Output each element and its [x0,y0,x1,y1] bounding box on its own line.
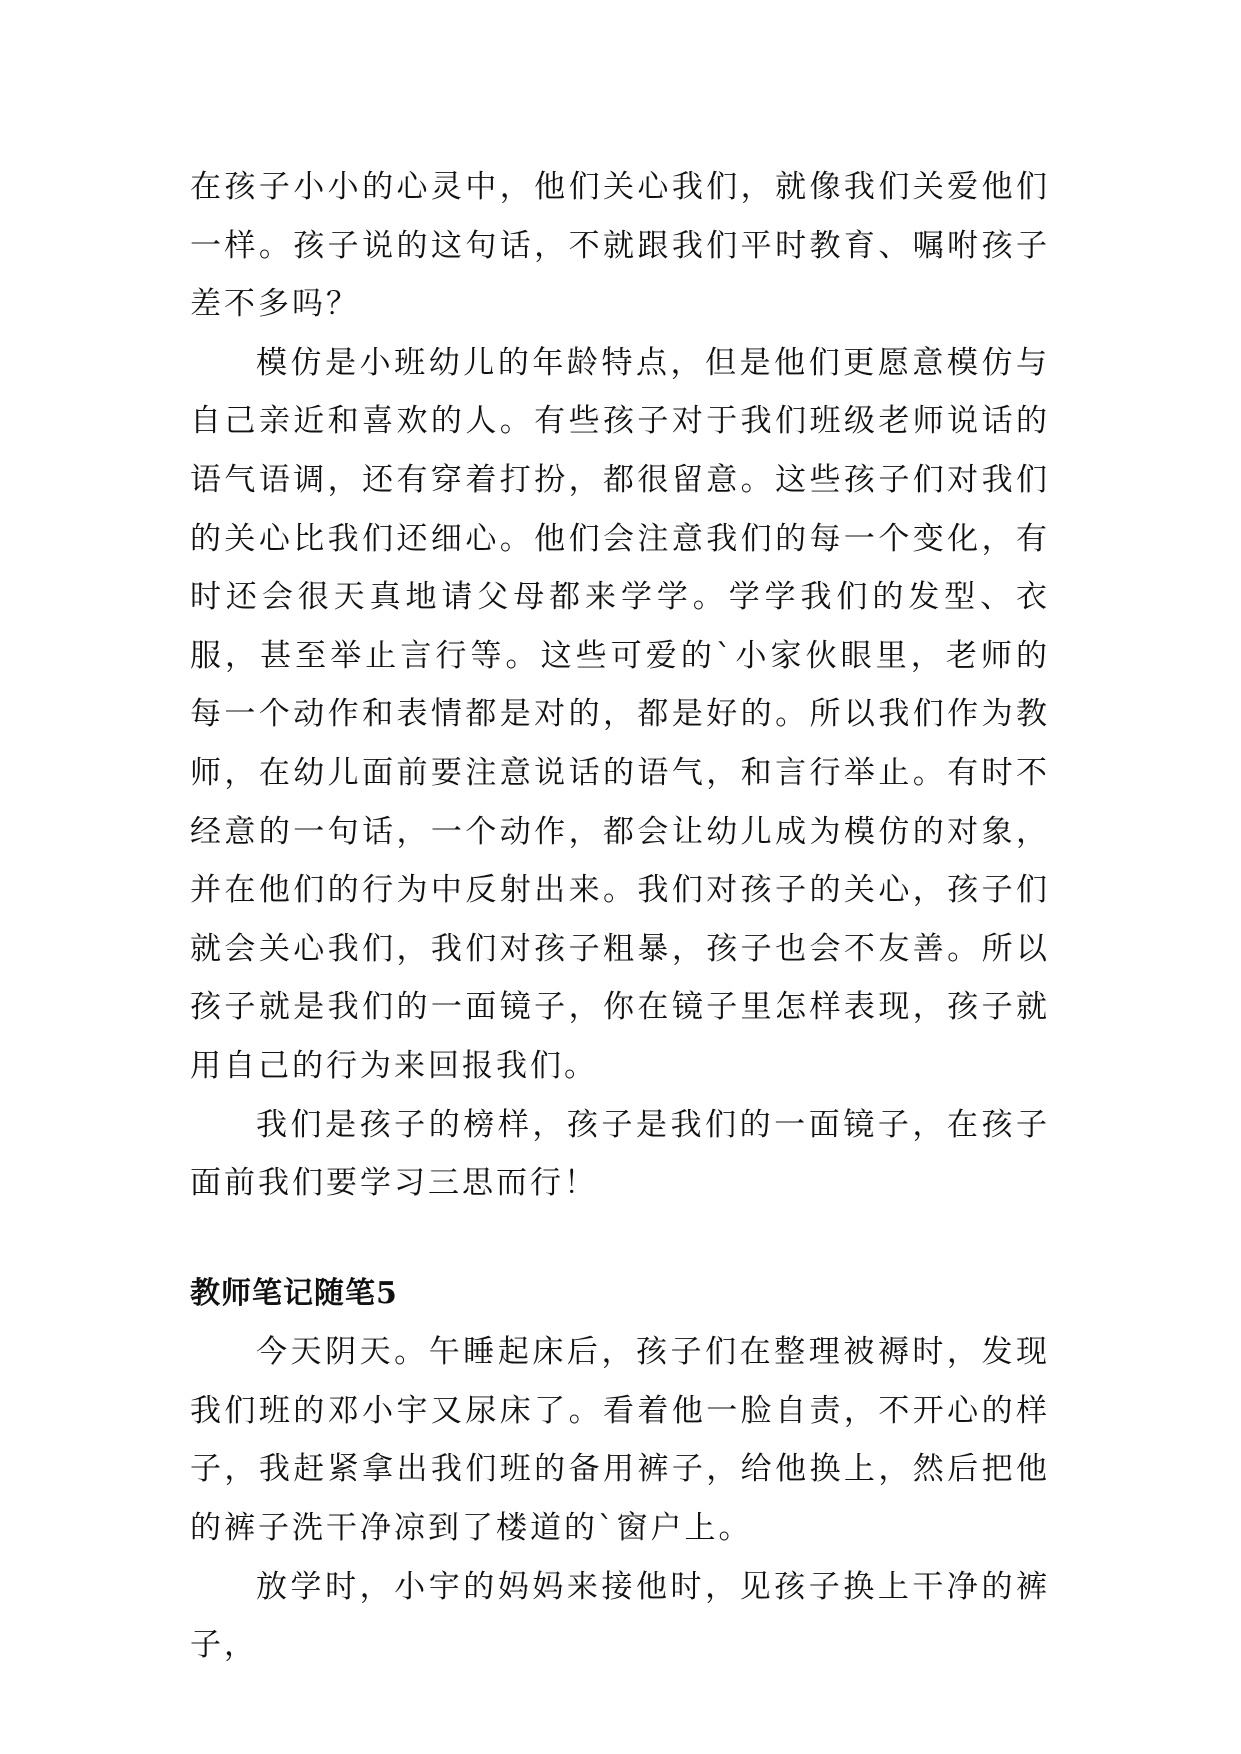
document-body [190,158,1050,1675]
paragraph-after-school: 放学时，小宇的妈妈来接他时，见孩子换上干净的裤子， [190,1568,1050,1664]
paragraph-cloudy-day: 今天阴天。午睡起床后，孩子们在整理被褥时，发现我们班的邓小宇又尿床了。看着他一脸自责，不开心的样子，我赶紧拿出我们班的备用裤子，给他换上，然后把他的裤子洗干净凉到了楼道的`窗户上。 [190,1334,1050,1547]
paragraph-intro: 在孩子小小的心灵中，他们关心我们，就像我们关爱他们一样。孩子说的这句话，不就跟我们平时教育、嘱咐孩子差不多吗？ [190,169,1050,323]
paragraph-imitation: 模仿是小班幼儿的年龄特点，但是他们更愿意模仿与自己亲近和喜欢的人。有些孩子对于我们班级老师说话的语气语调，还有穿着打扮，都很留意。这些孩子们对我们的关心比我们还细心。他们会注意我们的每一个变化，有时还会很天真地请父母都来学学。学学我们的发型、衣服，甚至举止言行等。这些可爱的`小家伙眼里，老师的每一个动作和表情都是对的，都是好的。所以我们作为教师，在幼儿面前要注意说话的语气，和言行举止。有时不经意的一句话，一个动作，都会让幼儿成为模仿的对象，并在他们的行为中反射出来。我们对孩子的关心，孩子们就会关心我们，我们对孩子粗暴，孩子也会不友善。所以孩子就是我们的一面镜子，你在镜子里怎样表现，孩子就用自己的行为来回报我们。 [190,344,1050,1084]
section-title: 教师笔记随笔5 [190,1275,398,1311]
paragraph-role-model: 我们是孩子的榜样，孩子是我们的一面镜子，在孩子面前我们要学习三思而行！ [190,1106,1050,1202]
